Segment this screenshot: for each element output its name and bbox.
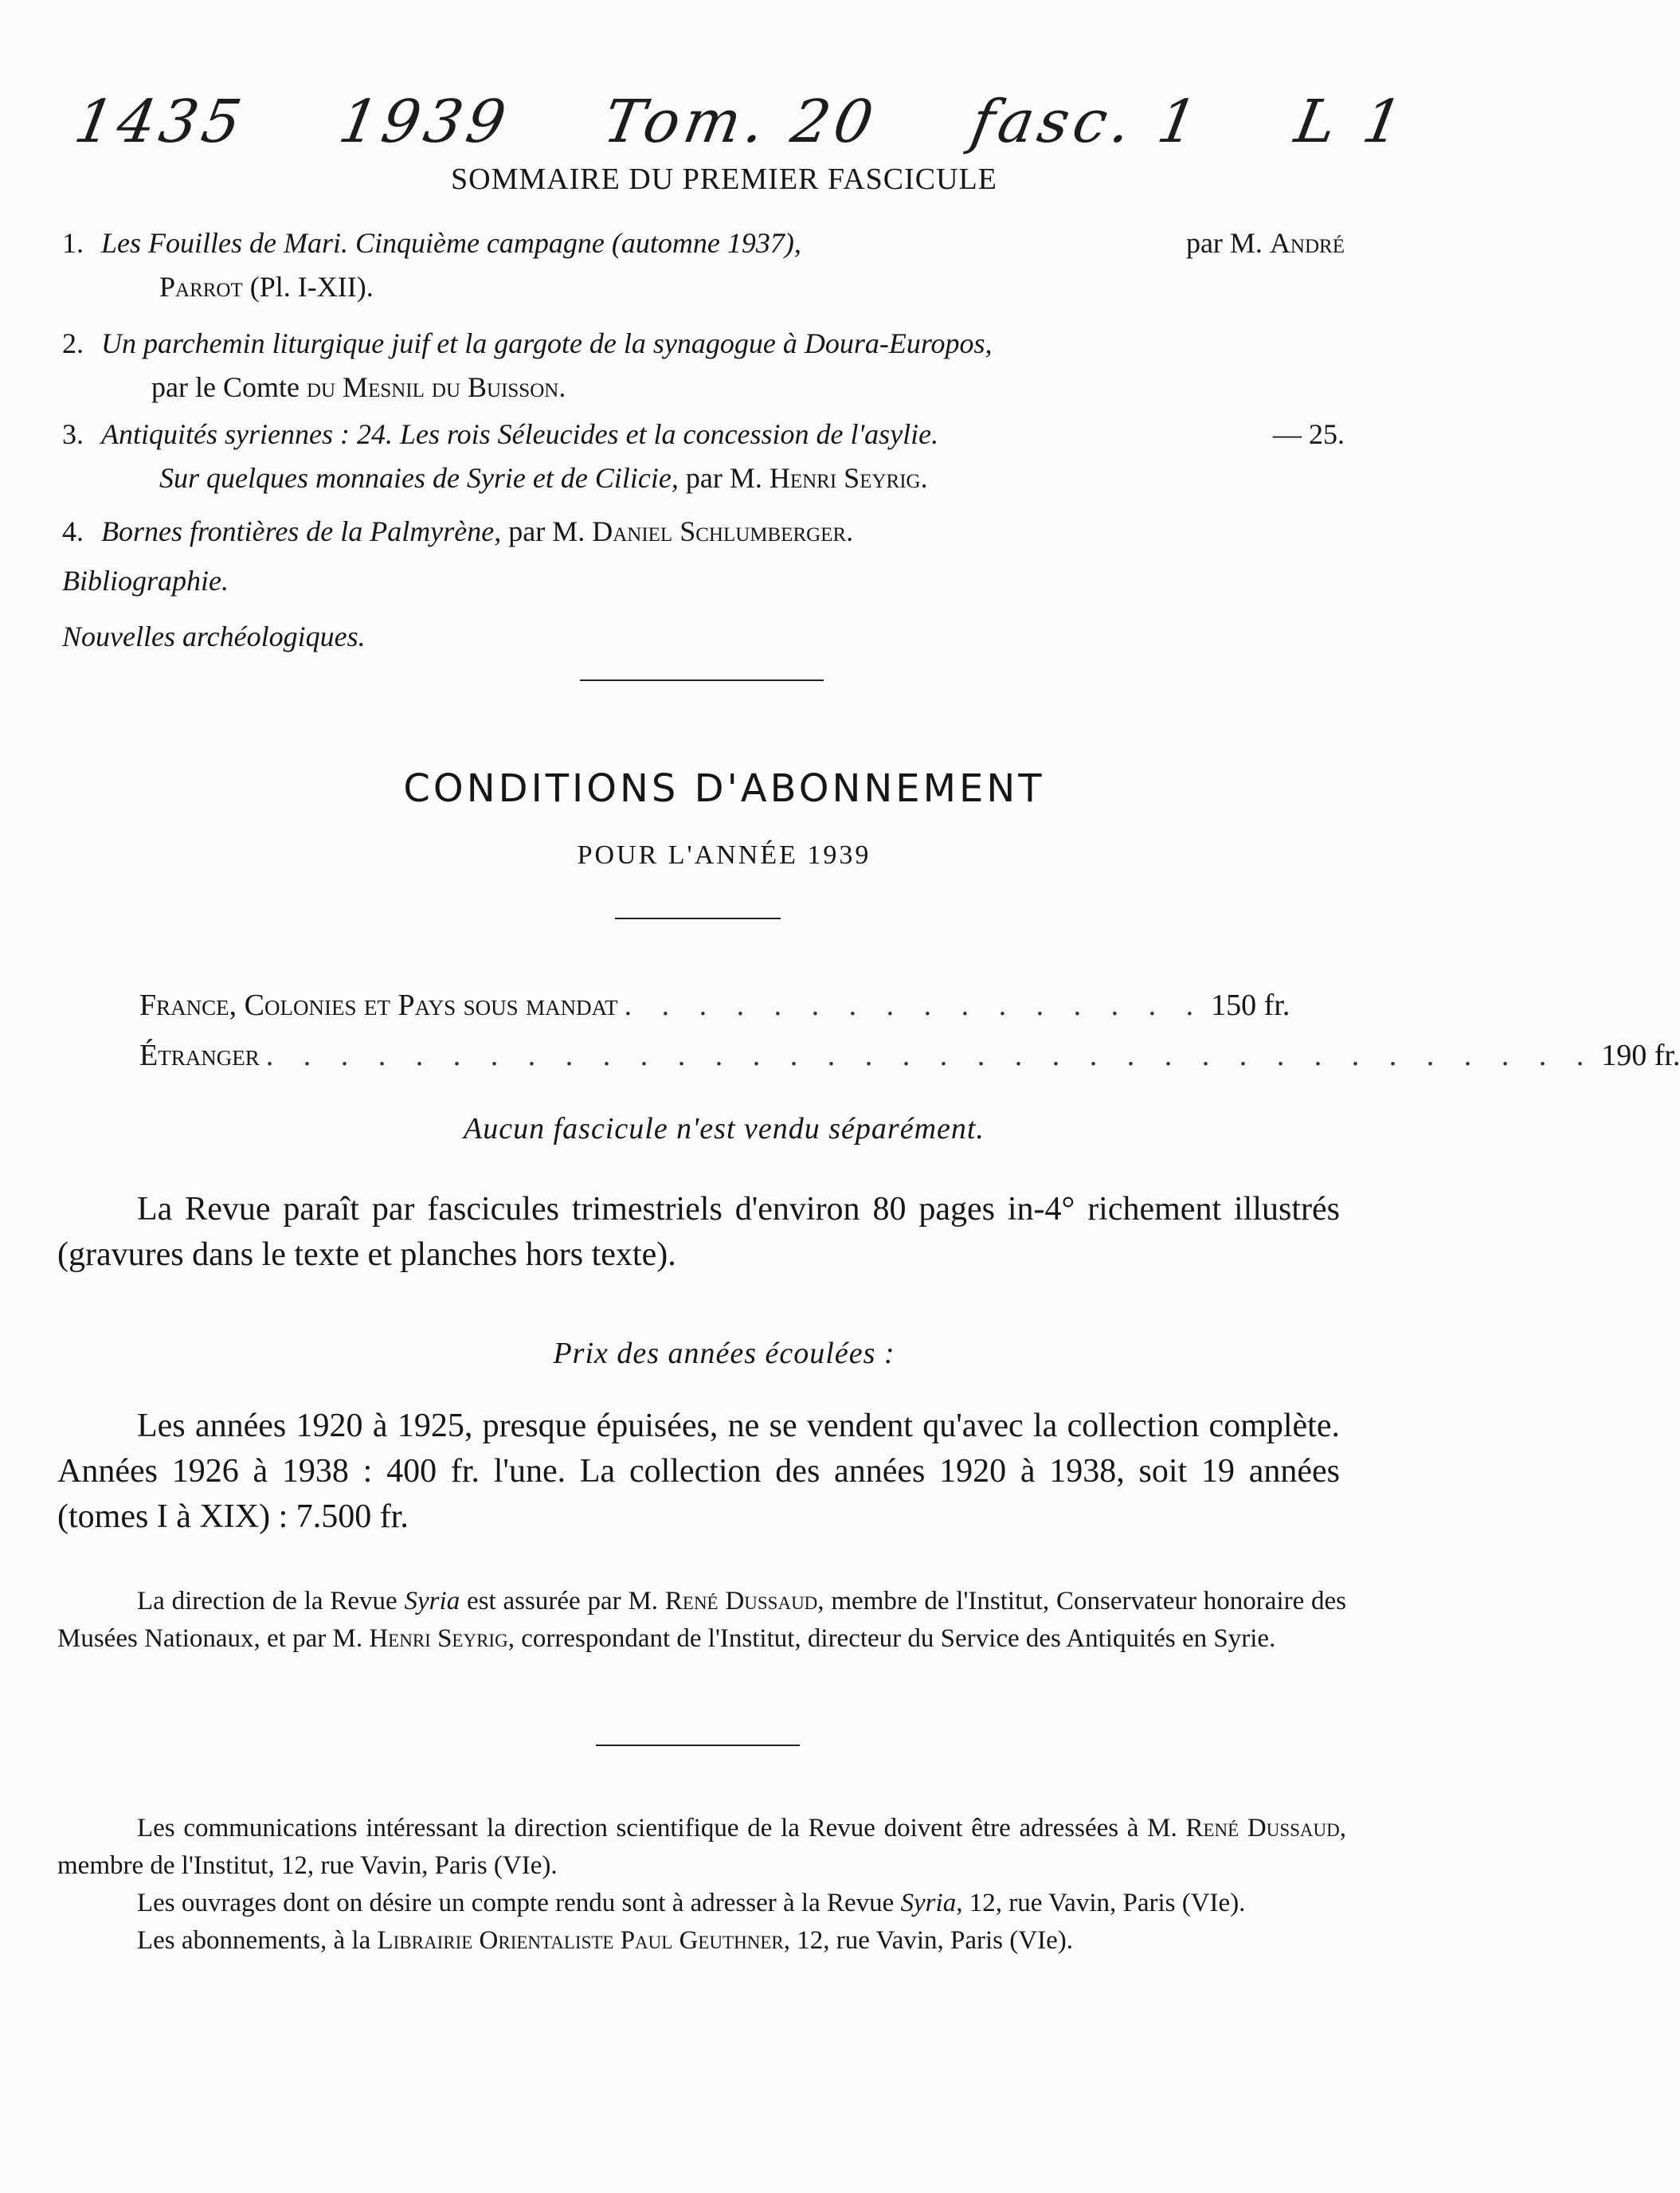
- direction-text: , membre de l'Institut, Conservateur honoraire des Musées Nationaux, et par M.: [57, 1587, 1347, 1653]
- notice-text: , 12, rue Vavin, Paris (VIe).: [956, 1889, 1246, 1917]
- toc-item-title-cont: Sur quelques monnaies de Syrie et de Cilicie,: [159, 462, 679, 494]
- journal-name: Syria: [404, 1587, 460, 1615]
- hand-ref: 1435: [69, 88, 251, 156]
- toc-item-suffix: (Pl. I-XII).: [249, 271, 374, 303]
- direction-text: est assurée par M.: [467, 1587, 659, 1615]
- toc-item-title: Antiquités syriennes : 24. Les rois Séleucides et la concession de l'asylie.: [101, 418, 939, 450]
- divider-rule: [580, 679, 824, 681]
- toc-item-author: du Mesnil du Buisson: [306, 371, 559, 403]
- price-row-etranger: [139, 1038, 1680, 1073]
- toc-item-number: 3.: [62, 418, 84, 450]
- toc-item-author-cont: Parrot: [159, 271, 243, 303]
- prix-paragraph: Les années 1920 à 1925, presque épuisées, ne se vendent qu'avec la collection complète. Années 1926 à 1938 : 400 fr. l'une. La collection des années 1920 à 1938, soit 19 années (tomes I à XIX) : 7.500 fr.: [57, 1408, 1340, 1535]
- notice-text: Les abonnements, à la: [137, 1926, 371, 1955]
- notice-text: Les communications intéressant la direction scientifique de la Revue doivent être adressées à M.: [137, 1814, 1177, 1843]
- direction-paragraph: [57, 1583, 1346, 1658]
- price-row-france: [139, 988, 1290, 1023]
- toc-item-title: Les Fouilles de Mari. Cinquième campagne (automne 1937),: [101, 227, 801, 259]
- notice-text: , 12, rue Vavin, Paris (VIe).: [783, 1926, 1073, 1955]
- price-leader-dots: . . . . . . . . . . . . . . . .: [624, 989, 1205, 1022]
- toc-item-suffix: .: [920, 462, 928, 494]
- handwritten-annotation: [69, 88, 1420, 156]
- conditions-subtitle: POUR L'ANNÉE 1939: [577, 840, 871, 870]
- footer-notices: [57, 1810, 1346, 1960]
- toc-item-suffix: .: [846, 515, 854, 547]
- notice-text: , membre de l'Institut, 12, rue Vavin, Paris (VIe).: [57, 1814, 1347, 1880]
- director-name: René Dussaud: [664, 1587, 818, 1615]
- publisher-name: Librairie Orientaliste Paul Geuthner: [377, 1926, 784, 1955]
- contact-name: René Dussaud: [1185, 1814, 1340, 1843]
- director-name: Henri Seyrig: [369, 1624, 508, 1653]
- periodicity-paragraph: La Revue paraît par fascicules trimestriels d'environ 80 pages in-4° richement illustrés (gravures dans le texte et planches hors texte).: [57, 1191, 1340, 1273]
- sommaire-title: SOMMAIRE DU PREMIER FASCICULE: [451, 163, 997, 196]
- toc-bibliographie: Bibliographie.: [62, 565, 229, 597]
- hand-year: 1939: [334, 88, 515, 156]
- conditions-title: CONDITIONS D'ABONNEMENT: [403, 766, 1045, 811]
- prix-heading: Prix des années écoulées :: [553, 1337, 895, 1370]
- toc-item-2: [62, 322, 1345, 409]
- toc-item-1: [62, 221, 1345, 309]
- toc-item-by: par M.: [685, 462, 762, 494]
- price-label: France, Colonies et Pays sous mandat: [139, 989, 618, 1022]
- toc-item-title: Un parchemin liturgique juif et la gargote de la synagogue à Doura-Europos,: [101, 327, 993, 359]
- toc-item-number: 2.: [62, 327, 84, 359]
- toc-item-by: par M.: [1185, 227, 1263, 259]
- communications-notice: [57, 1810, 1346, 1885]
- toc-item-author: André: [1269, 227, 1345, 259]
- toc-item-author: Henri Seyrig: [769, 462, 921, 494]
- toc-item-title: Bornes frontières de la Palmyrène,: [101, 515, 502, 547]
- toc-item-number: 4.: [62, 515, 84, 547]
- divider-rule: [596, 1745, 800, 1746]
- toc-item-number: 1.: [62, 227, 84, 259]
- toc-item-3: [62, 413, 1345, 500]
- ouvrages-notice: [57, 1885, 1346, 1922]
- toc-item-suffix: .: [558, 371, 566, 403]
- direction-text: La direction de la Revue: [137, 1587, 397, 1615]
- toc-item-4: [62, 510, 1345, 554]
- hand-fasc: fasc. 1: [965, 88, 1208, 156]
- price-label: Étranger: [139, 1039, 260, 1072]
- hand-right-mark: L 1: [1290, 88, 1412, 156]
- toc-nouvelles: Nouvelles archéologiques.: [62, 621, 366, 652]
- toc-item-author: Daniel Schlumberger: [592, 515, 847, 547]
- abonnements-notice: [57, 1922, 1346, 1960]
- price-amount: 150 fr.: [1211, 989, 1290, 1022]
- price-amount: 190 fr.: [1601, 1039, 1680, 1072]
- toc-item-dash: — 25.: [1273, 418, 1345, 450]
- hand-tome: Tom. 20: [598, 88, 883, 156]
- divider-rule: [615, 918, 781, 919]
- toc-item-by: par M.: [508, 515, 585, 547]
- price-leader-dots: . . . . . . . . . . . . . . . . . . . . . . . . . . . . . . . . . . . .: [265, 1039, 1596, 1072]
- no-single-issue-note: Aucun fascicule n'est vendu séparément.: [464, 1112, 985, 1145]
- direction-text: , correspondant de l'Institut, directeur du Service des Antiquités en Syrie.: [507, 1624, 1276, 1653]
- toc-item-by: par le Comte: [151, 371, 300, 403]
- journal-name: Syria: [900, 1889, 957, 1917]
- notice-text: Les ouvrages dont on désire un compte rendu sont à adresser à la Revue: [137, 1889, 895, 1917]
